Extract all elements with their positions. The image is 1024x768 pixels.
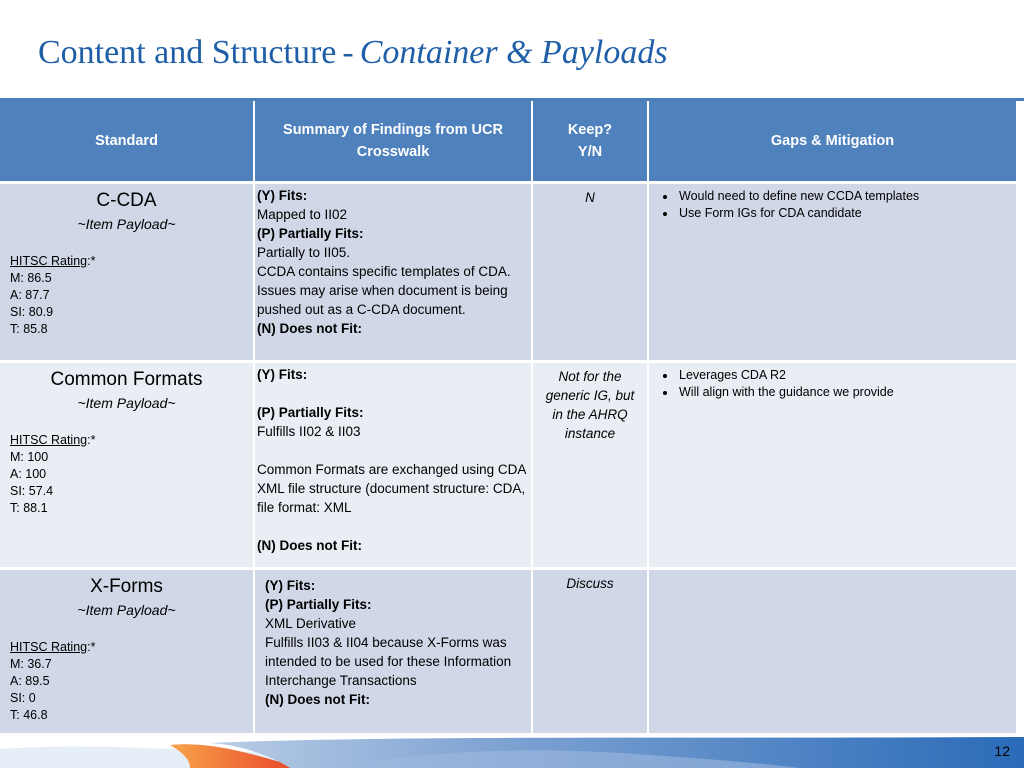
hitsc-rating: HITSC Rating:* M: 36.7 A: 89.5 SI: 0 T: 46.8 [0, 639, 253, 724]
rating-si: SI: 57.4 [10, 484, 54, 498]
slide-title-main: Content and Structure [38, 34, 337, 71]
standard-name: C-CDA [96, 190, 157, 211]
header-summary: Summary of Findings from UCR Crosswalk [254, 101, 532, 183]
rating-a: A: 100 [10, 467, 47, 481]
list-item: • Leverages CDA R2 [677, 367, 1016, 384]
gaps-list [649, 367, 1016, 401]
list-item: • Will align with the guidance we provide [677, 384, 1016, 401]
footer-swoosh-graphic [0, 733, 1024, 768]
standard-name: Common Formats [50, 369, 203, 390]
rating-t: T: 88.1 [10, 501, 48, 515]
hitsc-rating: HITSC Rating:* M: 100 A: 100 SI: 57.4 T: 88.1 [0, 432, 253, 517]
rating-m: M: 86.5 [10, 271, 52, 285]
rating-si: SI: 0 [10, 691, 36, 705]
standard-name: X-Forms [90, 576, 163, 597]
hitsc-rating: HITSC Rating:* M: 86.5 A: 87.7 SI: 80.9 T: 85.8 [0, 253, 253, 338]
list-item: • Would need to define new CCDA templates [677, 188, 1016, 205]
rating-m: M: 36.7 [10, 657, 52, 671]
rating-a: A: 87.7 [10, 288, 50, 302]
header-gaps: Gaps & Mitigation [648, 101, 1016, 183]
header-standard: Standard [0, 101, 254, 183]
summary-cell: (Y) Fits: Mapped to II02 (P) Partially Fits: Partially to II05. CCDA contains specific templates of CDA. Issues may arise when document is being pushed out as a C-CDA document. (N) Does not Fit: [254, 183, 532, 362]
keep-cell: N [532, 183, 648, 362]
table-header-row [0, 101, 1016, 183]
standard-cell [0, 569, 254, 741]
table-row [0, 569, 1016, 741]
gaps-cell [648, 362, 1016, 569]
slide-title-separator: - [342, 34, 354, 71]
keep-cell: Discuss [532, 569, 648, 741]
table-row [0, 362, 1016, 569]
page-number: 12 [994, 743, 1010, 759]
standards-table [0, 101, 1016, 740]
footer-decoration [0, 733, 1024, 768]
standard-subtitle: ~Item Payload~ [77, 395, 176, 411]
standard-subtitle: ~Item Payload~ [77, 602, 176, 618]
standard-cell [0, 362, 254, 569]
slide-title [38, 34, 668, 72]
gaps-list [649, 188, 1016, 222]
rating-si: SI: 80.9 [10, 305, 54, 319]
rating-m: M: 100 [10, 450, 49, 464]
summary-cell: (Y) Fits: (P) Partially Fits: Fulfills II02 & II03 Common Formats are exchanged using CDA XML file structure (document structure: CDA, file format: XML (N) Does not Fit: [254, 362, 532, 569]
list-item: • Use Form IGs for CDA candidate [677, 205, 1016, 222]
header-keep: Keep? Y/N [532, 101, 648, 183]
standard-subtitle: ~Item Payload~ [77, 216, 176, 232]
rating-t: T: 46.8 [10, 708, 48, 722]
standard-cell [0, 183, 254, 362]
rating-t: T: 85.8 [10, 322, 48, 336]
gaps-cell [648, 183, 1016, 362]
summary-cell: (Y) Fits: (P) Partially Fits: XML Derivative Fulfills II03 & II04 because X-Forms was intended to be used for these Information Interchange Transactions (N) Does not Fit: [254, 569, 532, 741]
slide-title-italic: Container & Payloads [359, 34, 668, 71]
gaps-cell [648, 569, 1016, 741]
keep-cell: Not for the generic IG, but in the AHRQ instance [532, 362, 648, 569]
table-row [0, 183, 1016, 362]
rating-a: A: 89.5 [10, 674, 50, 688]
